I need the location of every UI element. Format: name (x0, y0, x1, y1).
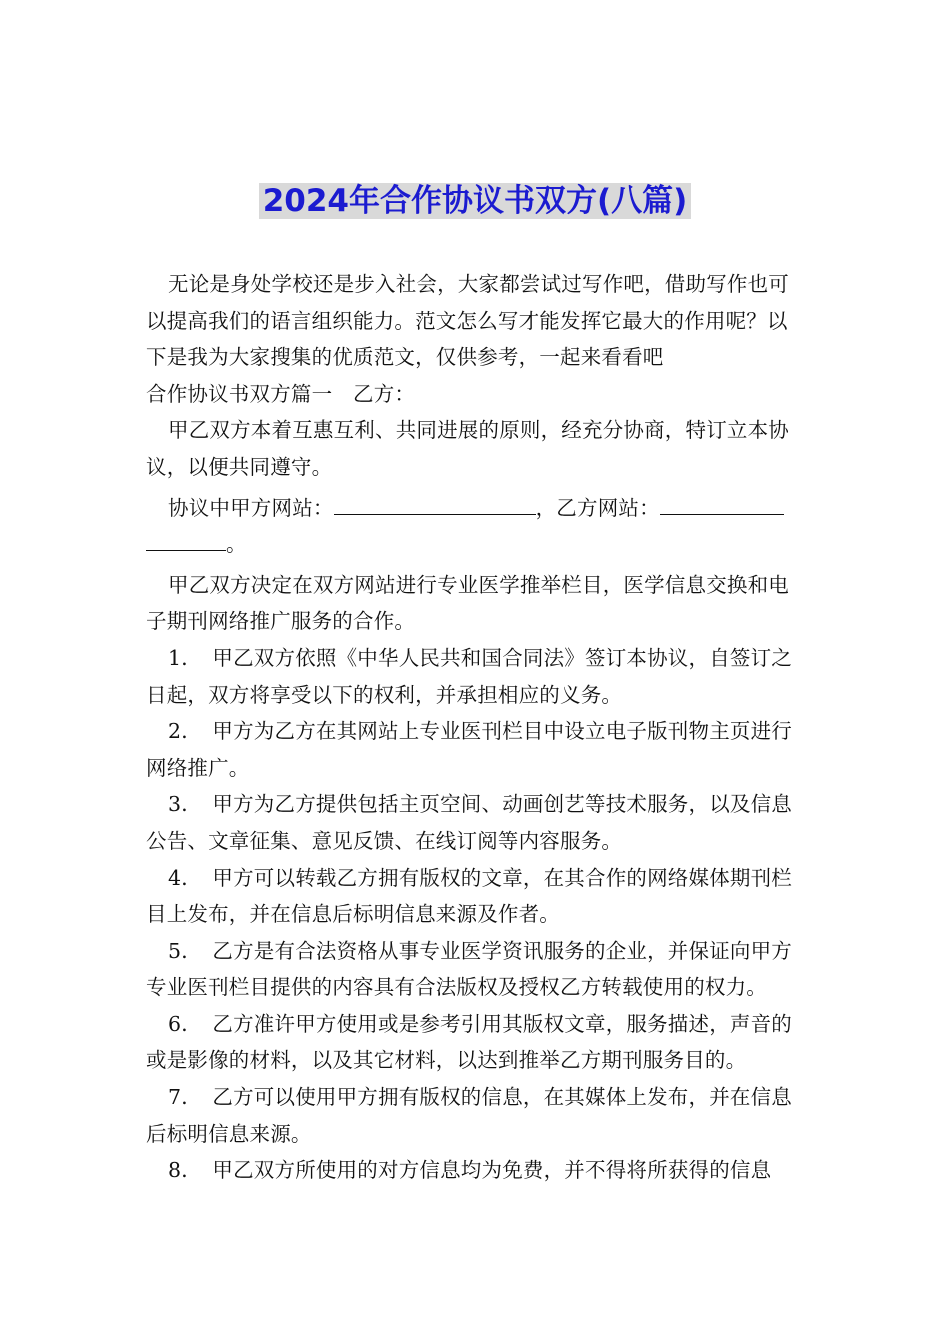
clause-7: 7． 乙方可以使用甲方拥有版权的信息，在其媒体上发布，并在信息后标明信息来源。 (146, 1085, 792, 1146)
clause-8: 8． 甲乙双方所使用的对方信息均为免费，并不得将所获得的信息 (168, 1158, 772, 1183)
clause-1: 1． 甲乙双方依照《中华人民共和国合同法》签订本协议，自签订之日起，双方将享受以下的权利，并承担相应的义务。 (146, 645, 792, 707)
clause-3: 3． 甲方为乙方提供包括主页空间、动画创艺等技术服务，以及信息公告、文章征集、意见反馈、在线订阅等内容服务。 (146, 792, 792, 853)
intro-paragraph: 无论是身处学校还是步入社会，大家都尝试过写作吧，借助写作也可以提高我们的语言组织能力。范文怎么写才能发挥它最大的作用呢？以下是我为大家搜集的优质范文，仅供参考，一起来看看吧 (146, 272, 789, 370)
website-blank-a (334, 494, 536, 515)
website-line (146, 490, 808, 563)
clause-5: 5． 乙方是有合法资格从事专业医学资讯服务的企业，并保证向甲方专业医刊栏目提供的内容具有合法版权及授权乙方转载使用的权力。 (146, 938, 792, 1000)
clause-6: 6． 乙方准许甲方使用或是参考引用其版权文章，服务描述，声音的或是影像的材料，以及其它材料，以达到推举乙方期刊服务目的。 (146, 1011, 792, 1073)
website-end: 。 (226, 532, 247, 557)
clause-4: 4． 甲方可以转载乙方拥有版权的文章，在其合作的网络媒体期刊栏目上发布，并在信息后标明信息来源及作者。 (146, 865, 792, 927)
website-sep: ，乙方网站： (535, 495, 660, 520)
document-body (146, 266, 808, 1189)
website-blank-b-cont (146, 530, 226, 551)
paragraph-principle: 甲乙双方本着互惠互利、共同进展的原则，经充分协商，特订立本协议，以便共同遵守。 (146, 418, 789, 479)
document-title: 2024年合作协议书双方(八篇) (0, 178, 950, 224)
paragraph-cooperation: 甲乙双方决定在双方网站进行专业医学推举栏目，医学信息交换和电子期刊网络推广服务的合作。 (146, 572, 789, 634)
section-heading: 合作协议书双方篇一 乙方： (146, 381, 416, 406)
clause-2: 2． 甲方为乙方在其网站上专业医刊栏目中设立电子版刊物主页进行网络推广。 (146, 719, 792, 780)
website-blank-b (660, 494, 784, 515)
website-label-a: 协议中甲方网站： (168, 495, 334, 520)
